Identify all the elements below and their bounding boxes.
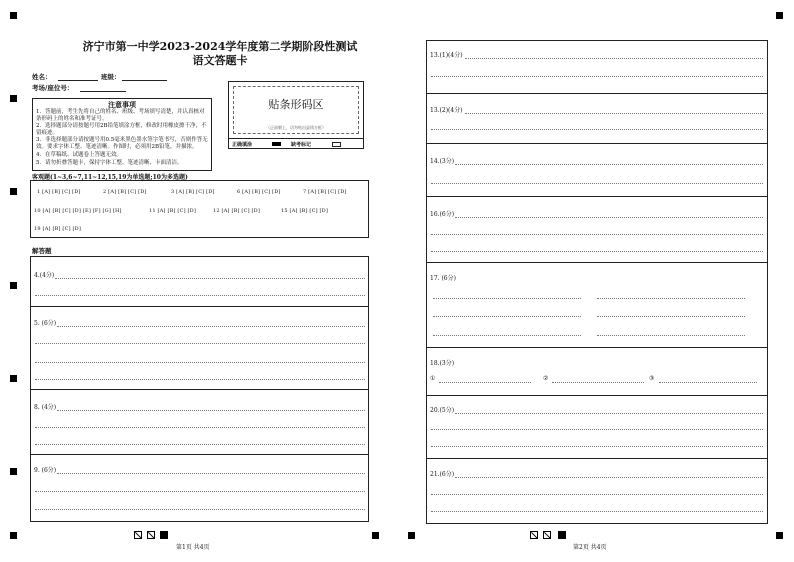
page-marker-box bbox=[147, 531, 155, 539]
answer-line[interactable] bbox=[35, 343, 365, 344]
question-9-label: 9. (6分) bbox=[34, 467, 57, 474]
question-17-label: 17. (6分) bbox=[430, 275, 456, 282]
absent-mark-box[interactable] bbox=[332, 142, 341, 147]
objective-box bbox=[30, 180, 369, 238]
page-marker-box bbox=[543, 531, 551, 539]
mc-option-row[interactable]: 19 [A] [B] [C] [D] bbox=[34, 226, 82, 232]
answer-line[interactable] bbox=[597, 335, 745, 336]
question-divider bbox=[427, 347, 767, 348]
name-field[interactable] bbox=[58, 80, 98, 81]
answer-line[interactable] bbox=[597, 298, 745, 299]
question-13-2-label: 13.(2)(4分) bbox=[430, 107, 463, 114]
barcode-hint: （正面朝上，切勿贴出虚线方框） bbox=[266, 125, 326, 130]
notes-box bbox=[32, 98, 212, 171]
blank-marker: ③ bbox=[649, 375, 655, 382]
question-divider bbox=[427, 143, 767, 144]
answer-line[interactable] bbox=[35, 509, 365, 510]
answer-line[interactable] bbox=[57, 473, 365, 474]
answer-line[interactable] bbox=[431, 511, 763, 512]
answer-line[interactable] bbox=[431, 234, 763, 235]
notes-item: 4．在草稿纸、试题卷上答题无效。 bbox=[36, 152, 123, 158]
answer-line[interactable] bbox=[465, 58, 763, 59]
answer-line[interactable] bbox=[55, 278, 365, 279]
answer-line[interactable] bbox=[465, 113, 763, 114]
answer-line[interactable] bbox=[433, 316, 581, 317]
timing-mark bbox=[10, 282, 17, 289]
objective-section-label: 客观题(1~3,6~7,11~12,15,19为单选题;10为多选题) bbox=[32, 174, 188, 181]
timing-mark bbox=[408, 532, 415, 539]
subjective-section-label: 解答题 bbox=[32, 247, 52, 255]
answer-line[interactable] bbox=[431, 129, 763, 130]
question-divider bbox=[427, 458, 767, 459]
answer-line[interactable] bbox=[35, 379, 365, 380]
fill-correct-sample bbox=[272, 142, 281, 146]
answer-line[interactable] bbox=[455, 164, 763, 165]
notes-item: 1．答题前，考生先将自己的姓名、班级、考场填写清楚，并认真核对条形码上的姓名和准考证号。 bbox=[36, 109, 205, 122]
timing-mark bbox=[10, 532, 17, 539]
page-number: 第1页 共4页 bbox=[176, 544, 210, 551]
blank-marker: ① bbox=[430, 375, 436, 382]
notes-item: 3．非选择题部分请按题号用0.5毫米黑色墨水签字笔书写，否则作答无效。要求字体工整、笔迹清晰。作图时，必须用2B铅笔，并描浓。 bbox=[36, 137, 208, 150]
mc-option-row[interactable]: 7 [A] [B] [C] [D] bbox=[303, 189, 347, 195]
timing-mark bbox=[372, 532, 379, 539]
question-21-label: 21.(6分) bbox=[430, 471, 455, 478]
page-marker-box bbox=[558, 531, 566, 539]
timing-mark bbox=[776, 532, 783, 539]
mc-option-row[interactable]: 10 [A] [B] [C] [D] [E] [F] [G] [H] bbox=[34, 208, 122, 214]
name-label: 姓名： bbox=[32, 73, 52, 81]
question-13-1-label: 13.(1)(4分) bbox=[430, 52, 463, 59]
answer-line[interactable] bbox=[431, 76, 763, 77]
answer-line[interactable] bbox=[433, 335, 581, 336]
answer-line[interactable] bbox=[597, 316, 745, 317]
timing-mark bbox=[10, 12, 17, 19]
question-divider bbox=[427, 196, 767, 197]
question-divider bbox=[427, 395, 767, 396]
question-divider bbox=[31, 454, 368, 455]
answer-line[interactable] bbox=[35, 295, 365, 296]
question-divider bbox=[31, 389, 368, 390]
room-seat-label: 考场/座位号： bbox=[32, 84, 74, 92]
card-title: 语文答题卡 bbox=[192, 54, 248, 67]
page-number: 第2页 共4页 bbox=[573, 544, 607, 551]
page-marker-box bbox=[134, 531, 142, 539]
question-4-label: 4.(4分) bbox=[34, 272, 55, 279]
notes-item: 2．选择题部分请按题号用2B铅笔填涂方框，修改时用橡皮擦干净，不留痕迹。 bbox=[36, 123, 207, 136]
page-marker-box bbox=[160, 531, 168, 539]
timing-mark bbox=[10, 468, 17, 475]
mc-option-row[interactable]: 15 [A] [B] [C] [D] bbox=[281, 208, 329, 214]
class-field[interactable] bbox=[122, 80, 167, 81]
answer-line[interactable] bbox=[35, 362, 365, 363]
answer-box-page1 bbox=[30, 256, 369, 522]
answer-line[interactable] bbox=[659, 382, 757, 383]
blank-marker: ② bbox=[543, 375, 549, 382]
answer-line[interactable] bbox=[431, 494, 763, 495]
barcode-area bbox=[233, 86, 359, 134]
question-18-label: 18.(3分) bbox=[430, 360, 455, 367]
answer-line[interactable] bbox=[433, 298, 581, 299]
answer-line[interactable] bbox=[455, 217, 763, 218]
question-divider bbox=[427, 93, 767, 94]
class-label: 班级： bbox=[101, 73, 121, 81]
exam-title: 济宁市第一中学2023-2024学年度第二学期阶段性测试 bbox=[82, 40, 358, 53]
question-8-label: 8. (4分) bbox=[34, 404, 57, 411]
answer-line[interactable] bbox=[35, 491, 365, 492]
question-14-label: 14.(3分) bbox=[430, 158, 455, 165]
timing-mark bbox=[776, 12, 783, 19]
answer-line[interactable] bbox=[35, 427, 365, 428]
answer-line[interactable] bbox=[431, 429, 763, 430]
answer-line[interactable] bbox=[35, 444, 365, 445]
fill-legend-divider bbox=[229, 138, 363, 139]
answer-line[interactable] bbox=[552, 382, 644, 383]
answer-line[interactable] bbox=[431, 446, 763, 447]
answer-line[interactable] bbox=[455, 477, 763, 478]
barcode-frame bbox=[228, 81, 364, 149]
mc-option-row[interactable]: 1 [A] [B] [C] [D] bbox=[37, 189, 81, 195]
fill-correct-label: 正确填涂 bbox=[232, 142, 253, 148]
answer-line[interactable] bbox=[57, 326, 365, 327]
mc-option-row[interactable]: 6 [A] [B] [C] [D] bbox=[237, 189, 281, 195]
mc-option-row[interactable]: 2 [A] [B] [C] [D] bbox=[103, 189, 147, 195]
answer-line[interactable] bbox=[431, 251, 763, 252]
timing-mark bbox=[10, 375, 17, 382]
question-5-label: 5. (6分) bbox=[34, 320, 57, 327]
timing-mark bbox=[10, 188, 17, 195]
notes-item: 5．请勿折叠答题卡，保持字体工整、笔迹清晰、卡面清洁。 bbox=[36, 160, 183, 166]
question-20-label: 20.(5分) bbox=[430, 407, 455, 414]
answer-line[interactable] bbox=[455, 413, 763, 414]
answer-line[interactable] bbox=[431, 183, 763, 184]
mc-option-row[interactable]: 3 [A] [B] [C] [D] bbox=[171, 189, 215, 195]
mc-option-row[interactable]: 11 [A] [B] [C] [D] bbox=[149, 208, 197, 214]
absent-label: 缺考标记 bbox=[291, 142, 312, 148]
page-marker-box bbox=[530, 531, 538, 539]
mc-option-row[interactable]: 12 [A] [B] [C] [D] bbox=[213, 208, 261, 214]
notes-title: 注意事项 bbox=[108, 100, 136, 109]
timing-mark bbox=[10, 95, 17, 102]
question-divider bbox=[31, 306, 368, 307]
barcode-label: 贴条形码区 bbox=[268, 98, 324, 111]
answer-line[interactable] bbox=[439, 382, 531, 383]
room-seat-field[interactable] bbox=[80, 91, 126, 92]
answer-box-page2 bbox=[426, 40, 768, 524]
question-16-label: 16.(6分) bbox=[430, 211, 455, 218]
answer-line[interactable] bbox=[57, 410, 365, 411]
question-divider bbox=[427, 262, 767, 263]
